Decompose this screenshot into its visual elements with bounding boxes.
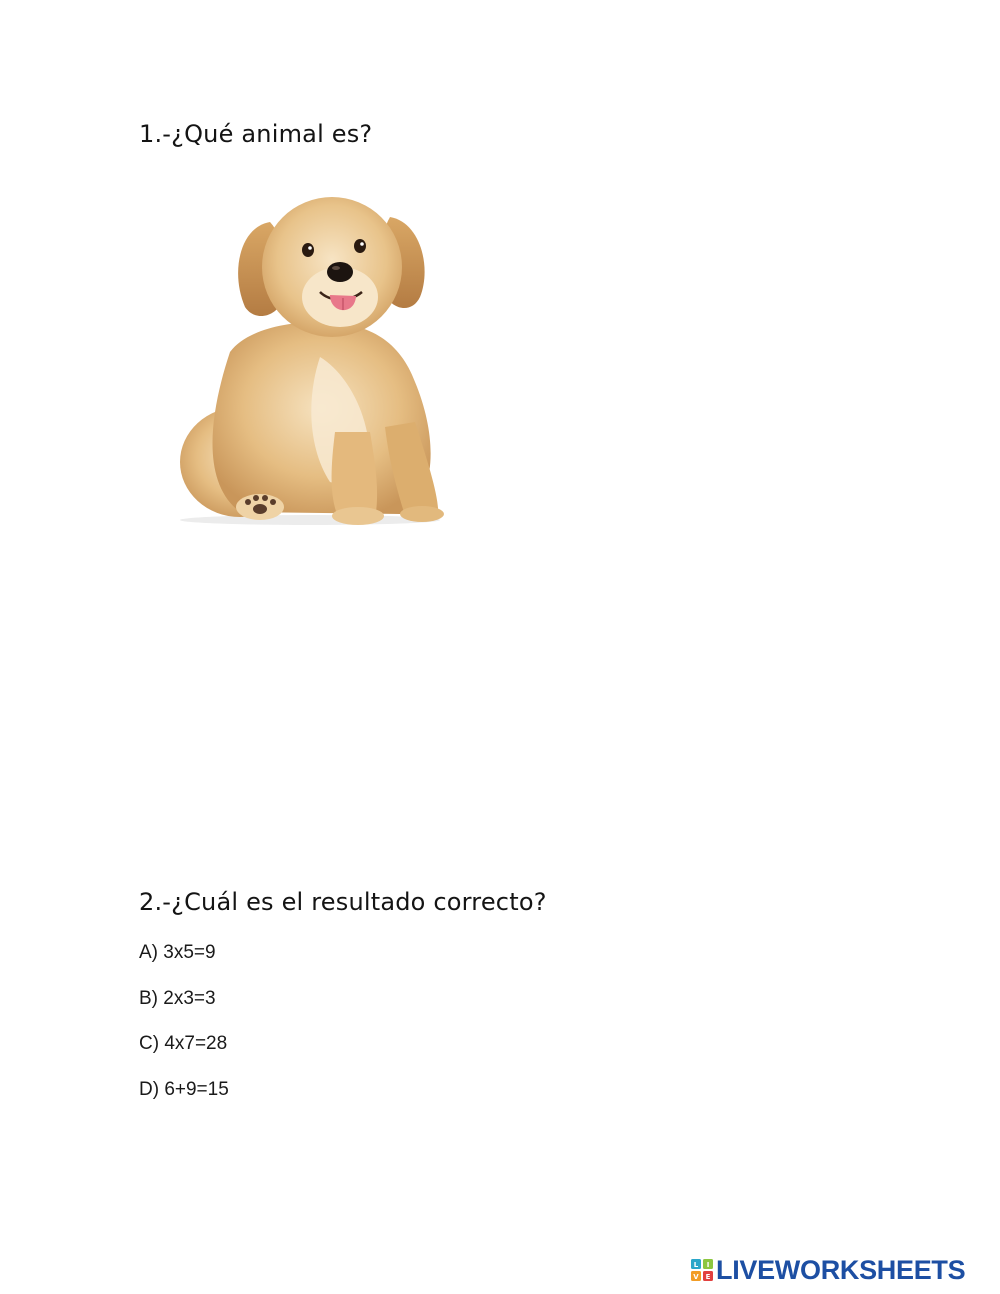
liveworksheets-logo-icon [691,1259,713,1281]
option-c: C) 4x7=28 [139,1033,228,1054]
question-1-title: 1.-¿Qué animal es? [139,120,373,148]
option-a: A) 3x5=9 [139,942,216,963]
svg-text:L: L [693,1261,699,1269]
option-b: B) 2x3=3 [139,987,216,1009]
svg-text:I: I [706,1261,710,1269]
svg-text:E: E [705,1273,711,1281]
liveworksheets-brand [691,1254,965,1286]
option-d: D) 6+9=15 [139,1078,229,1100]
question-2-title: 2.-¿Cuál es el resultado correcto? [139,888,547,916]
svg-text:V: V [693,1273,699,1281]
liveworksheets-wordmark: LIVEWORKSHEETS [716,1255,966,1285]
puppy-image [170,182,460,532]
answer-options-list [139,940,229,1122]
